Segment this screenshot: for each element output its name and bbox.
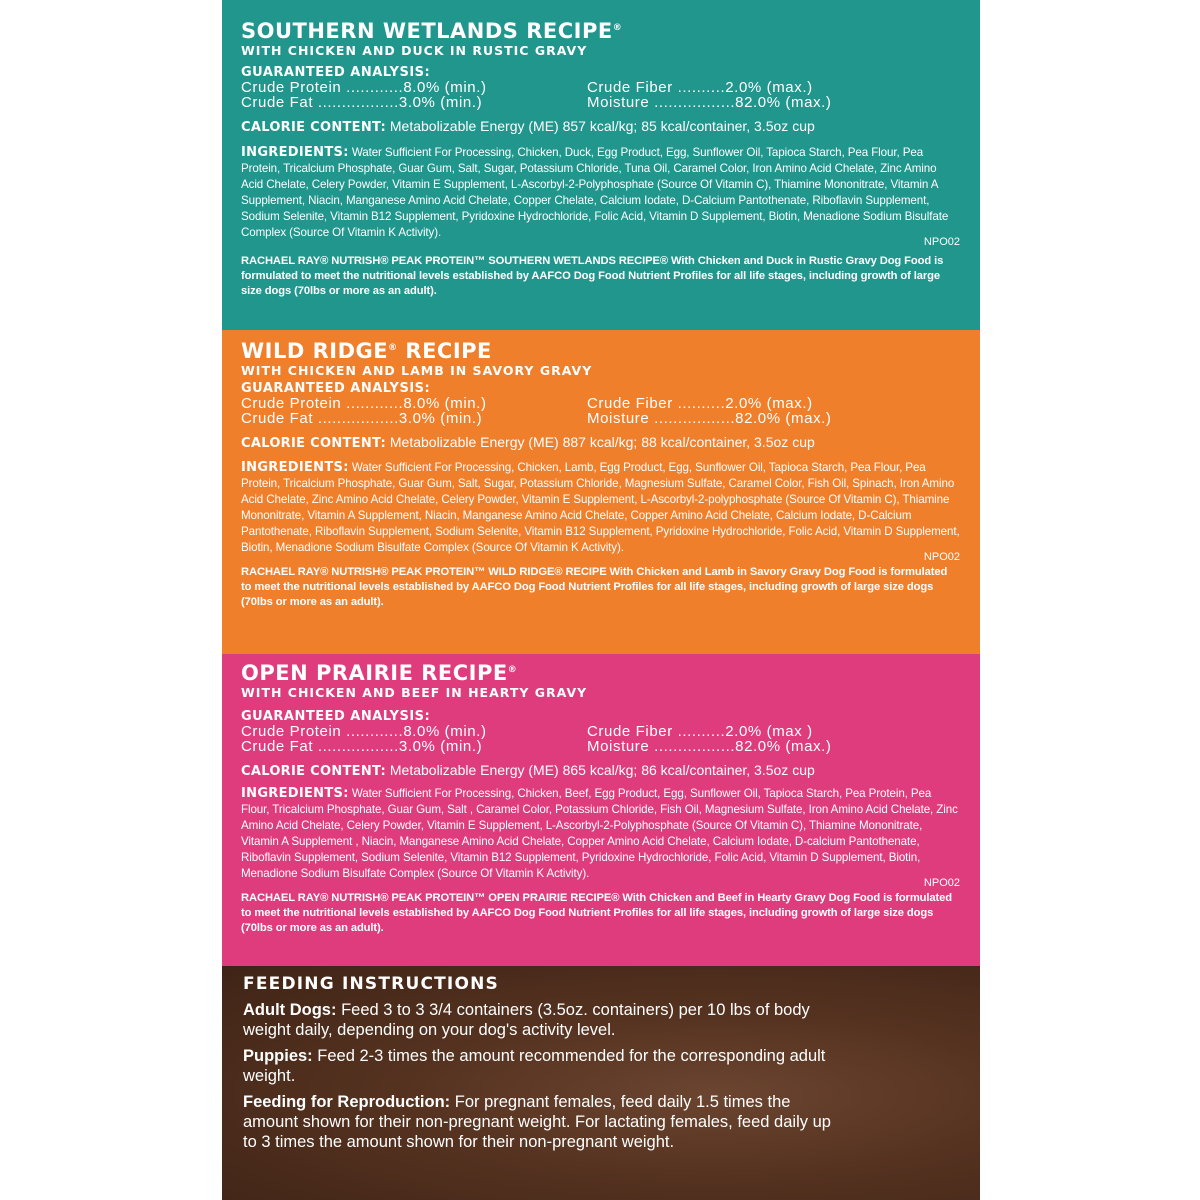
recipe-title: WILD RIDGE® RECIPE xyxy=(241,339,492,363)
recipe-subtitle: WITH CHICKEN AND BEEF IN HEARTY GRAVY xyxy=(241,685,588,700)
recipe-title: OPEN PRAIRIE RECIPE® xyxy=(241,661,518,685)
crude-fat: Crude Fat .................3.0% (min.) xyxy=(241,410,483,427)
guaranteed-analysis-table xyxy=(241,396,960,426)
moisture: Moisture .................82.0% (max.) xyxy=(587,410,832,427)
aafco-statement: RACHAEL RAY® NUTRISH® PEAK PROTEIN™ OPEN PRAIRIE RECIPE® With Chicken and Beef in Hearty Gravy Dog Food is formulated to meet the nutritional levels established by AAFCO Dog Food Nutrient Profiles for all life stages, including growth of large size dogs (70lbs or more as an adult). xyxy=(241,892,953,934)
crude-protein: Crude Protein ............8.0% (min.) xyxy=(241,79,487,96)
crude-fiber: Crude Fiber ..........2.0% (max.) xyxy=(587,395,813,412)
recipe-southern-wetlands xyxy=(222,0,980,330)
puppies-instructions: Puppies: Feed 2-3 times the amount recommended for the corresponding adult weight. xyxy=(243,1047,826,1085)
ingredients: INGREDIENTS: Water Sufficient For Processing, Chicken, Duck, Egg Product, Egg, Sunflower Oil, Tapioca Starch, Pea Flour, Pea Protein, Tricalcium Phosphate, Guar Gum, Salt, Sugar, Potassium Chloride, Tuna Oil, Caramel Color, Iron Amino Acid Chelate, Zinc Amino Acid Chelate, Celery Powder, Vitamin E Supplement, L-Ascorbyl-2-Polyphosphate (Source Of Vitamin C), Thiamine Mononitrate, Vitamin A Supplement, Niacin, Manganese Amino Acid Chelate, Copper Chelate, Calcium Iodate, D-Calcium Pantothenate, Riboflavin Supplement, Sodium Selenite, Vitamin B12 Supplement, Pyridoxine Hydrochloride, Folic Acid, Vitamin D Supplement, Biotin, Menadione Sodium Bisulfate Complex (Source Of Vitamin K Activity). xyxy=(241,145,949,239)
guaranteed-analysis-table xyxy=(241,80,960,110)
guaranteed-analysis-table xyxy=(241,724,960,754)
guaranteed-analysis-heading: GUARANTEED ANALYSIS: xyxy=(241,381,431,396)
product-code: NPO02 xyxy=(923,551,960,563)
crude-protein: Crude Protein ............8.0% (min.) xyxy=(241,723,487,740)
moisture: Moisture .................82.0% (max.) xyxy=(587,738,832,755)
feeding-title: FEEDING INSTRUCTIONS xyxy=(243,974,499,994)
moisture: Moisture .................82.0% (max.) xyxy=(587,94,832,111)
feeding-instructions xyxy=(222,966,980,1200)
recipe-subtitle: WITH CHICKEN AND LAMB IN SAVORY GRAVY xyxy=(241,363,593,378)
adult-dogs-instructions: Adult Dogs: Feed 3 to 3 3/4 containers (3.5oz. containers) per 10 lbs of body weight daily, depending on your dog's activity level. xyxy=(243,1001,810,1039)
reproduction-instructions: Feeding for Reproduction: For pregnant females, feed daily 1.5 times the amount shown for their non-pregnant weight. For lactating females, feed daily up to 3 times the amount shown for their non-pregnant weight. xyxy=(243,1093,831,1151)
ingredients: INGREDIENTS: Water Sufficient For Processing, Chicken, Beef, Egg Product, Egg, Sunflower Oil, Tapioca Starch, Pea Protein, Pea Flour, Tricalcium Phosphate, Guar Gum, Salt , Caramel Color, Potassium Chloride, Fish Oil, Magnesium Sulfate, Iron Amino Acid Chelate, Zinc Amino Acid Chelate, Celery Powder, Vitamin E Supplement, L-Ascorbyl-2-Polyphosphate (Source Of Vitamin C), Thiamine Mononitrate, Vitamin A Supplement , Niacin, Manganese Amino Acid Chelate, Copper Amino Acid Chelate, Calcium Iodate, D-calcium Pantothenate, Riboflavin Supplement, Sodium Selenite, Vitamin B12 Supplement, Pyridoxine Hydrochloride, Folic Acid, Vitamin D Supplement, Biotin, Menadione Sodium Bisulfate Complex (Source Of Vitamin K Activity). xyxy=(241,786,958,880)
crude-protein: Crude Protein ............8.0% (min.) xyxy=(241,395,487,412)
guaranteed-analysis-heading: GUARANTEED ANALYSIS: xyxy=(241,709,431,724)
product-code: NPO02 xyxy=(923,877,960,889)
recipe-subtitle: WITH CHICKEN AND DUCK IN RUSTIC GRAVY xyxy=(241,43,588,58)
ingredients: INGREDIENTS: Water Sufficient For Processing, Chicken, Lamb, Egg Product, Egg, Sunflower Oil, Tapioca Starch, Pea Flour, Pea Protein, Tricalcium Phosphate, Guar Gum, Salt, Sugar, Potassium Chloride, Magnesium Sulfate, Caramel Color, Fish Oil, Spinach, Iron Amino Acid Chelate, Zinc Amino Acid Chelate, Celery Powder, Vitamin E Supplement, L-Ascorbyl-2-polyphosphate (Source Of Vitamin C), Thiamine Mononitrate, Vitamin A Supplement, Niacin, Manganese Amino Acid Chelate, Copper Amino Acid Chelate, Calcium Iodate, D-Calcium Pantothenate, Riboflavin Supplement, Sodium Selenite, Vitamin B12 Supplement, Pyridoxine Hydrochloride, Folic Acid, Vitamin D Supplement, Biotin, Menadione Sodium Bisulfate Complex (Source Of Vitamin K Activity). xyxy=(241,460,960,554)
calorie-content: CALORIE CONTENT: Metabolizable Energy (ME) 887 kcal/kg; 88 kcal/container, 3.5oz cup xyxy=(241,434,815,451)
calorie-content: CALORIE CONTENT: Metabolizable Energy (ME) 857 kcal/kg; 85 kcal/container, 3.5oz cup xyxy=(241,118,815,135)
product-code: NPO02 xyxy=(923,236,960,248)
guaranteed-analysis-heading: GUARANTEED ANALYSIS: xyxy=(241,65,431,80)
label-panel xyxy=(222,0,980,1200)
aafco-statement: RACHAEL RAY® NUTRISH® PEAK PROTEIN™ SOUTHERN WETLANDS RECIPE® With Chicken and Duck in Rustic Gravy Dog Food is formulated to meet the nutritional levels established by AAFCO Dog Food Nutrient Profiles for all life stages, including growth of large size dogs (70lbs or more as an adult). xyxy=(241,255,944,297)
crude-fiber: Crude Fiber ..........2.0% (max ) xyxy=(587,723,813,740)
recipe-title: SOUTHERN WETLANDS RECIPE® xyxy=(241,19,623,43)
calorie-content: CALORIE CONTENT: Metabolizable Energy (ME) 865 kcal/kg; 86 kcal/container, 3.5oz cup xyxy=(241,762,815,779)
crude-fiber: Crude Fiber ..........2.0% (max.) xyxy=(587,79,813,96)
recipe-wild-ridge xyxy=(222,330,980,654)
aafco-statement: RACHAEL RAY® NUTRISH® PEAK PROTEIN™ WILD RIDGE® RECIPE With Chicken and Lamb in Savory Gravy Dog Food is formulated to meet the nutritional levels established by AAFCO Dog Food Nutrient Profiles for all life stages, including growth of large size dogs (70lbs or more as an adult). xyxy=(241,566,948,608)
crude-fat: Crude Fat .................3.0% (min.) xyxy=(241,738,483,755)
crude-fat: Crude Fat .................3.0% (min.) xyxy=(241,94,483,111)
recipe-open-prairie xyxy=(222,654,980,966)
